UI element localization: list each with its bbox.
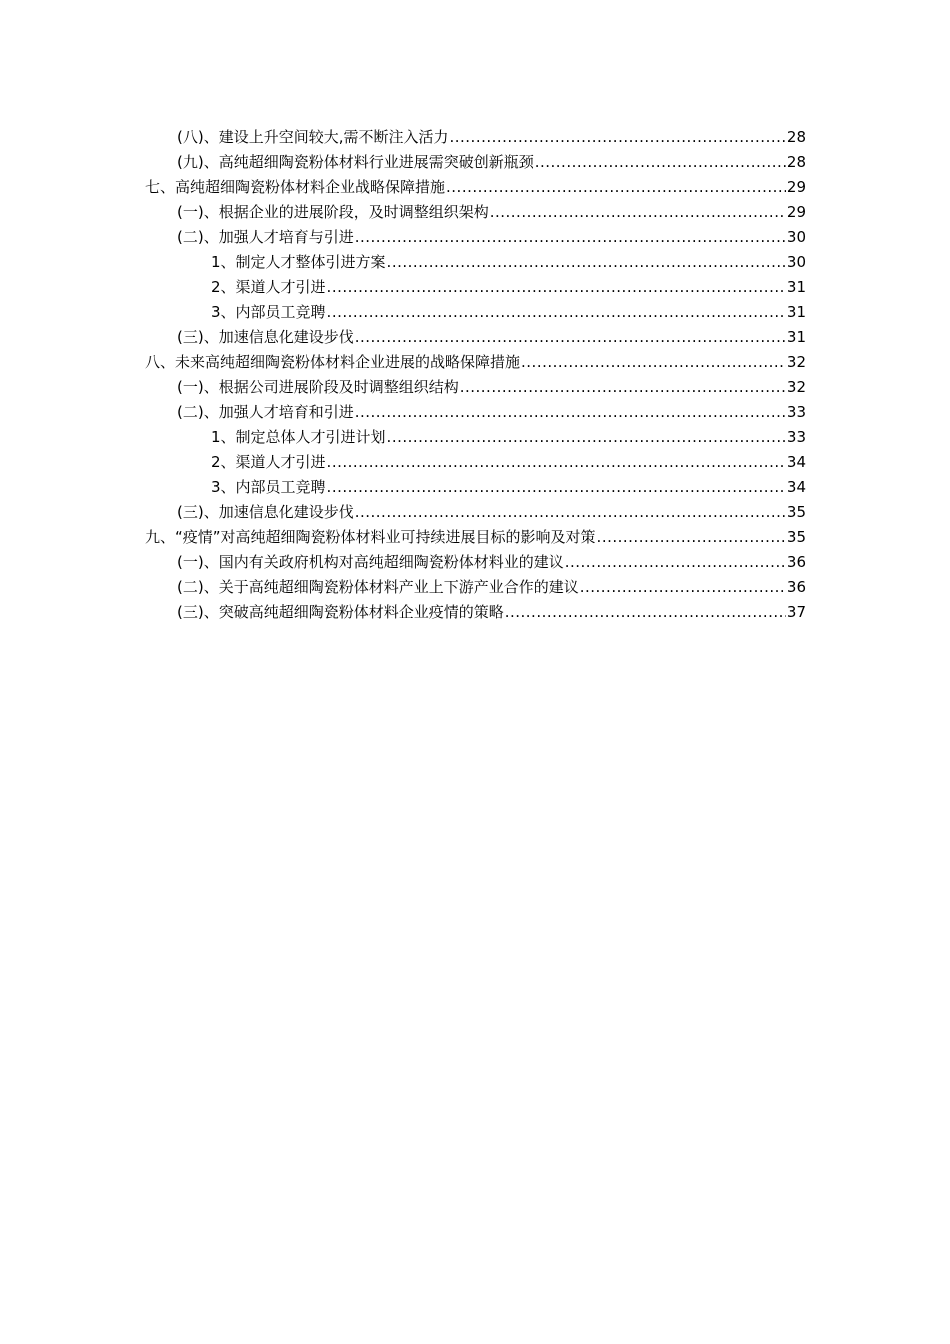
- toc-entry-title: (一)、国内有关政府机构对高纯超细陶瓷粉体材料业的建议: [177, 553, 564, 571]
- toc-entry-title: (二)、关于高纯超细陶瓷粉体材料产业上下游产业合作的建议: [177, 578, 579, 596]
- toc-entry[interactable]: [145, 125, 806, 150]
- toc-entry-page: 28: [786, 128, 806, 146]
- toc-entry-page: 29: [786, 178, 806, 196]
- table-of-contents: [145, 125, 806, 625]
- toc-entry[interactable]: [145, 200, 806, 225]
- toc-entry[interactable]: [145, 150, 806, 175]
- toc-leader-dots: [521, 350, 786, 375]
- toc-entry-title: 1、制定人才整体引进方案: [211, 253, 386, 271]
- toc-entry-title: (二)、加强人才培育与引进: [177, 228, 354, 246]
- toc-entry[interactable]: [145, 525, 806, 550]
- toc-entry-page: 31: [786, 303, 806, 321]
- toc-leader-dots: [327, 450, 786, 475]
- toc-leader-dots: [355, 225, 786, 250]
- toc-entry-title: (二)、加强人才培育和引进: [177, 403, 354, 421]
- toc-entry-title: 3、内部员工竞聘: [211, 478, 326, 496]
- toc-leader-dots: [387, 250, 786, 275]
- toc-entry[interactable]: [145, 300, 806, 325]
- toc-entry[interactable]: [145, 275, 806, 300]
- toc-leader-dots: [327, 475, 786, 500]
- toc-entry-page: 37: [786, 603, 806, 621]
- toc-entry-page: 34: [786, 478, 806, 496]
- toc-entry-page: 30: [786, 228, 806, 246]
- toc-entry-title: 3、内部员工竞聘: [211, 303, 326, 321]
- toc-leader-dots: [449, 125, 785, 150]
- toc-entry-page: 36: [786, 578, 806, 596]
- toc-entry-page: 31: [786, 328, 806, 346]
- toc-entry[interactable]: [145, 550, 806, 575]
- toc-entry-title: (三)、加速信息化建设步伐: [177, 503, 354, 521]
- toc-entry-title: (八)、建设上升空间较大,需不断注入活力: [177, 128, 449, 146]
- toc-entry[interactable]: [145, 250, 806, 275]
- toc-leader-dots: [490, 200, 786, 225]
- toc-leader-dots: [387, 425, 786, 450]
- toc-entry-title: (一)、根据公司进展阶段及时调整组织结构: [177, 378, 459, 396]
- toc-leader-dots: [535, 150, 786, 175]
- toc-entry-page: 28: [786, 153, 806, 171]
- toc-entry[interactable]: [145, 575, 806, 600]
- toc-entry-title: 九、“疫情”对高纯超细陶瓷粉体材料业可持续进展目标的影响及对策: [145, 528, 596, 546]
- toc-leader-dots: [327, 275, 786, 300]
- toc-entry-title: (一)、根据企业的进展阶段，及时调整组织架构: [177, 203, 489, 221]
- toc-entry-page: 32: [786, 378, 806, 396]
- toc-entry[interactable]: [145, 475, 806, 500]
- toc-entry-page: 29: [786, 203, 806, 221]
- toc-leader-dots: [505, 600, 786, 625]
- toc-entry-title: 七、高纯超细陶瓷粉体材料企业战略保障措施: [145, 178, 446, 196]
- toc-entry[interactable]: [145, 450, 806, 475]
- toc-entry[interactable]: [145, 225, 806, 250]
- toc-entry-page: 34: [786, 453, 806, 471]
- toc-entry-title: 2、渠道人才引进: [211, 453, 326, 471]
- toc-entry-page: 30: [786, 253, 806, 271]
- toc-entry-page: 35: [786, 503, 806, 521]
- toc-entry[interactable]: [145, 500, 806, 525]
- toc-entry-title: (三)、加速信息化建设步伐: [177, 328, 354, 346]
- toc-entry[interactable]: [145, 375, 806, 400]
- toc-entry[interactable]: [145, 350, 806, 375]
- toc-leader-dots: [597, 525, 786, 550]
- toc-leader-dots: [565, 550, 786, 575]
- toc-entry-title: (三)、突破高纯超细陶瓷粉体材料企业疫情的策略: [177, 603, 504, 621]
- toc-entry-page: 33: [786, 403, 806, 421]
- toc-leader-dots: [580, 575, 786, 600]
- toc-leader-dots: [355, 500, 786, 525]
- toc-entry-title: 八、未来高纯超细陶瓷粉体材料企业进展的战略保障措施: [145, 353, 521, 371]
- toc-entry-page: 36: [786, 553, 806, 571]
- toc-entry-page: 33: [786, 428, 806, 446]
- toc-leader-dots: [327, 300, 786, 325]
- toc-entry[interactable]: [145, 425, 806, 450]
- toc-leader-dots: [446, 175, 786, 200]
- toc-entry-title: 1、制定总体人才引进计划: [211, 428, 386, 446]
- toc-leader-dots: [355, 400, 786, 425]
- toc-entry-page: 35: [786, 528, 806, 546]
- toc-leader-dots: [460, 375, 786, 400]
- toc-entry-page: 31: [786, 278, 806, 296]
- toc-entry[interactable]: [145, 600, 806, 625]
- toc-leader-dots: [355, 325, 786, 350]
- toc-entry-title: (九)、高纯超细陶瓷粉体材料行业进展需突破创新瓶颈: [177, 153, 534, 171]
- toc-entry[interactable]: [145, 400, 806, 425]
- toc-entry[interactable]: [145, 325, 806, 350]
- toc-entry-page: 32: [786, 353, 806, 371]
- toc-entry-title: 2、渠道人才引进: [211, 278, 326, 296]
- toc-entry[interactable]: [145, 175, 806, 200]
